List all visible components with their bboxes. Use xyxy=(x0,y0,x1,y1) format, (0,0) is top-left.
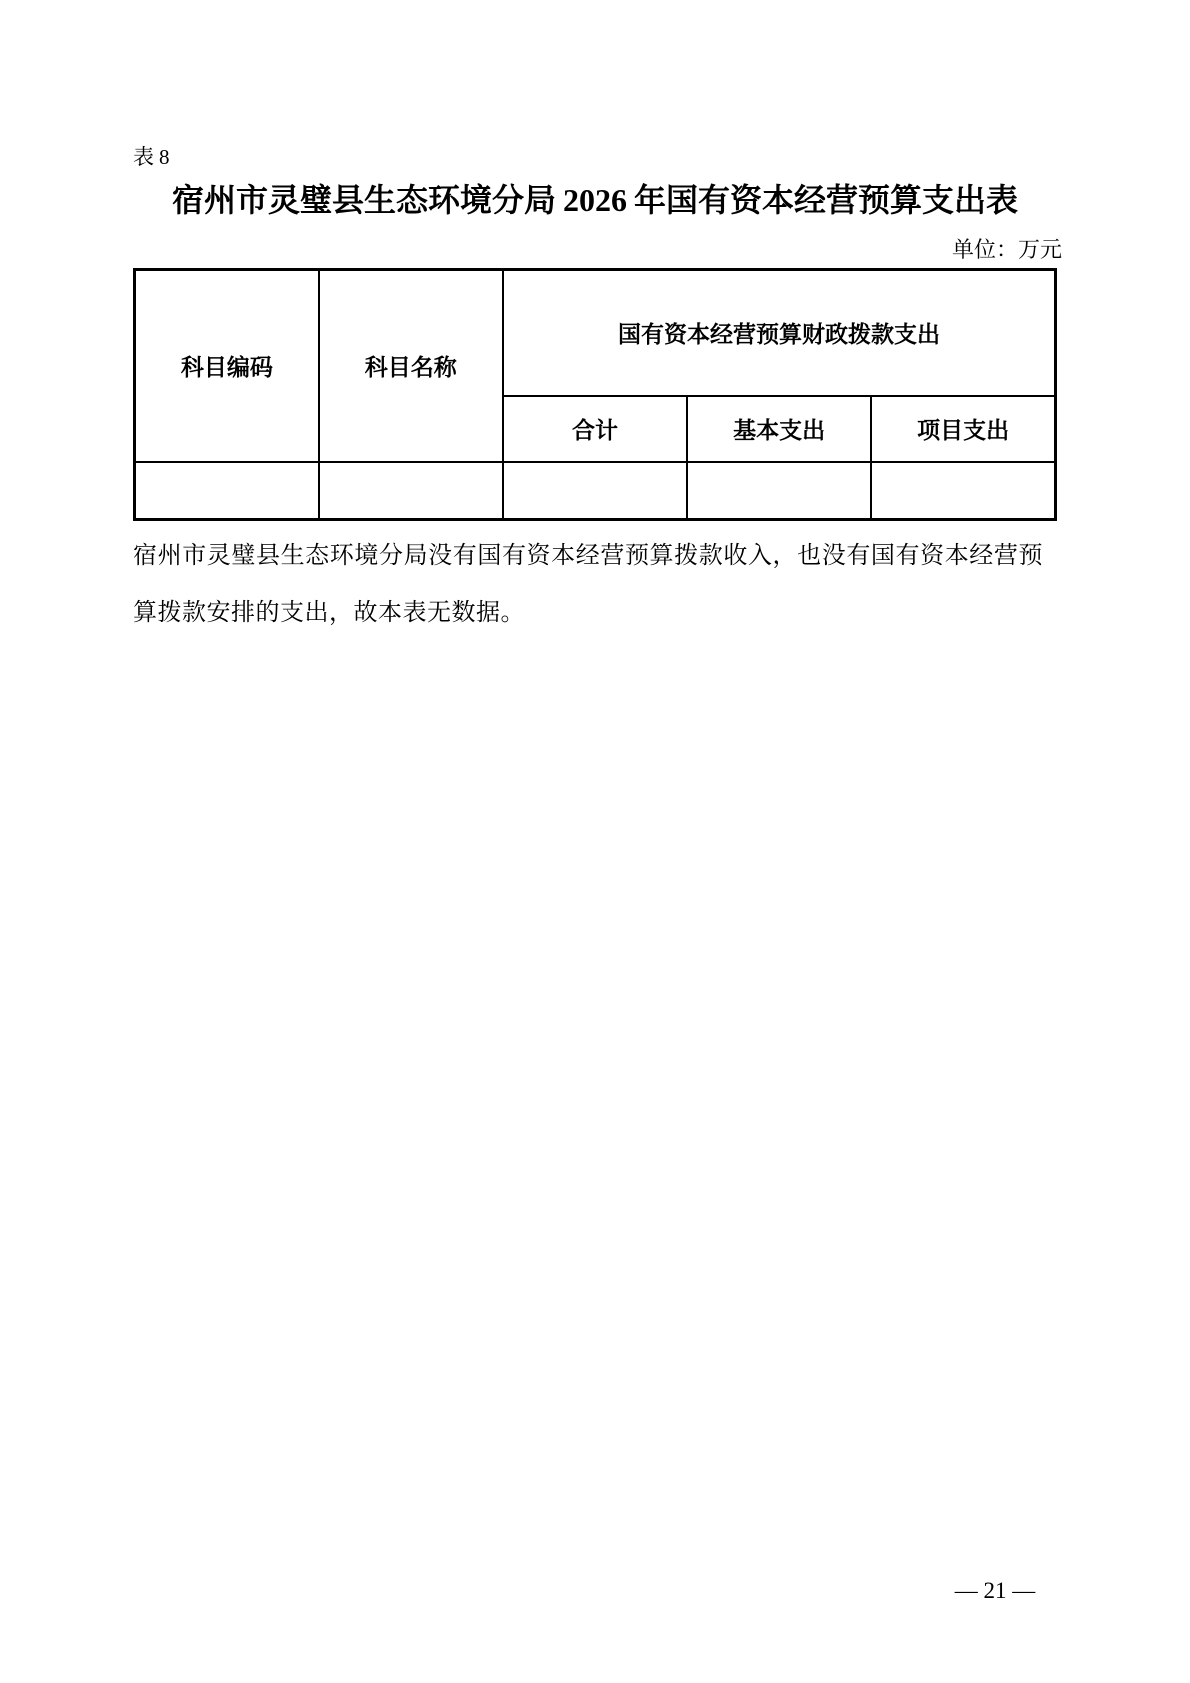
cell-basic-expenditure xyxy=(687,462,871,520)
cell-total xyxy=(503,462,687,520)
budget-table xyxy=(133,268,1057,521)
table-label-prefix: 表 xyxy=(133,146,155,169)
page-number: — 21 — xyxy=(954,1578,1036,1603)
column-header-subject-name: 科目名称 xyxy=(319,270,503,462)
unit-note: 单位：万元 xyxy=(951,237,1062,262)
column-header-project-expenditure: 项目支出 xyxy=(871,396,1055,462)
title-prefix: 宿州市灵璧县生态环境分局 xyxy=(171,182,556,218)
table-header-row-1 xyxy=(135,270,1056,396)
column-header-fiscal-appropriation-group: 国有资本经营预算财政拨款支出 xyxy=(503,270,1056,396)
no-data-explanation: 宿州市灵璧县生态环境分局没有国有资本经营预算拨款收入，也没有国有资本经营预算拨款安排的支出，故本表无数据。 xyxy=(133,542,1043,626)
title-suffix: 年国有资本经营预算支出表 xyxy=(634,182,1019,218)
title-year: 2026 xyxy=(563,182,627,218)
cell-project-expenditure xyxy=(871,462,1055,520)
table-label-number: 8 xyxy=(159,145,171,169)
page-title xyxy=(133,178,1057,222)
table-row xyxy=(135,462,1056,520)
table-number-label xyxy=(133,143,171,172)
cell-subject-name xyxy=(319,462,503,520)
cell-subject-code xyxy=(135,462,319,520)
column-header-total: 合计 xyxy=(503,396,687,462)
column-header-subject-code: 科目编码 xyxy=(135,270,319,462)
column-header-basic-expenditure: 基本支出 xyxy=(687,396,871,462)
